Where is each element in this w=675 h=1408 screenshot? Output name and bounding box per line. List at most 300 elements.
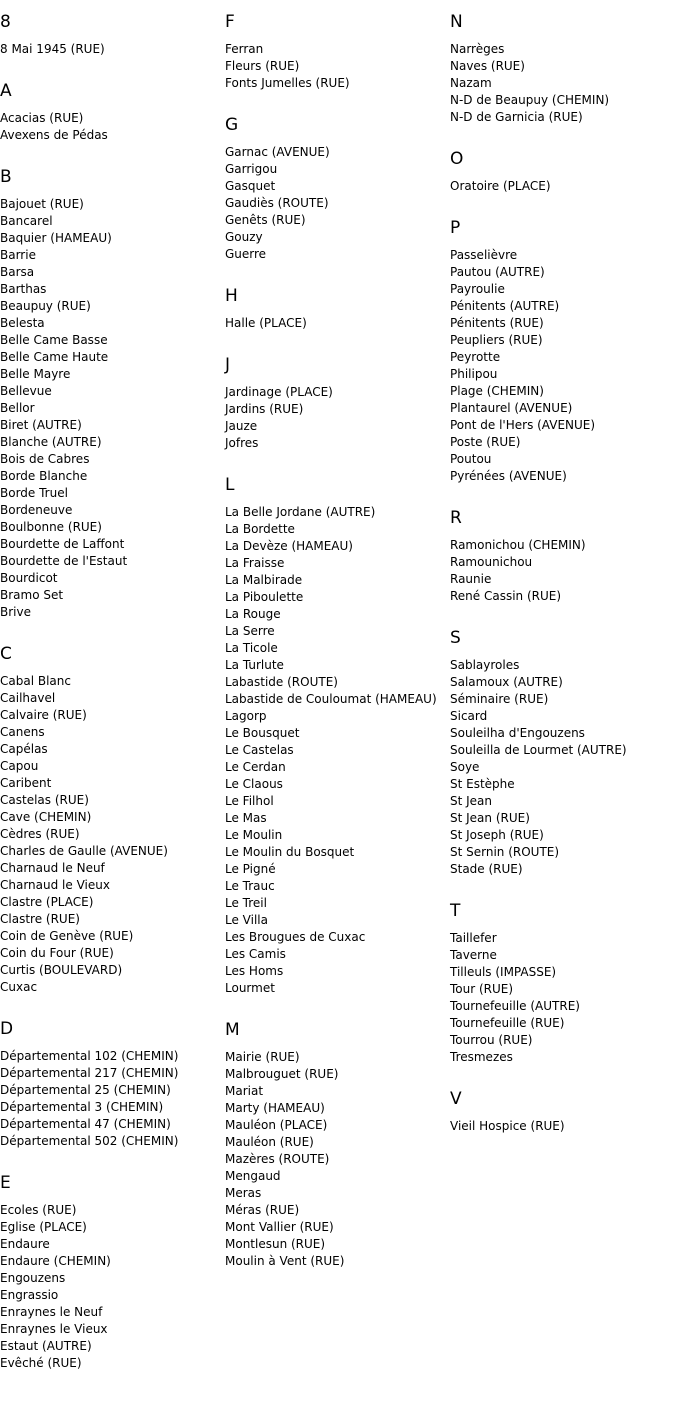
- street-link[interactable]: Le Treil: [225, 896, 267, 910]
- list-item: [0, 826, 222, 843]
- list-item: [0, 485, 222, 502]
- street-link[interactable]: Payroulie: [450, 282, 505, 296]
- street-link[interactable]: Clastre (PLACE): [0, 895, 94, 909]
- list-item: [0, 570, 222, 587]
- street-link[interactable]: Méras (RUE): [225, 1203, 300, 1217]
- list-item: [0, 962, 222, 979]
- street-link[interactable]: Meras: [225, 1186, 262, 1200]
- street-list: [450, 1118, 672, 1135]
- letter-section: [225, 474, 447, 997]
- list-item: [225, 606, 447, 623]
- street-link[interactable]: Tournefeuille (RUE): [450, 1016, 565, 1030]
- list-item: [450, 674, 672, 691]
- street-link[interactable]: Soye: [450, 760, 480, 774]
- street-list: [225, 41, 447, 92]
- list-item: [225, 246, 447, 263]
- street-link[interactable]: Le Claous: [225, 777, 283, 791]
- street-link[interactable]: Belesta: [0, 316, 45, 330]
- list-item: [0, 502, 222, 519]
- street-link[interactable]: Engouzens: [0, 1271, 66, 1285]
- letter-heading: H: [225, 286, 238, 306]
- street-link[interactable]: Capou: [0, 759, 39, 773]
- street-list: [450, 178, 672, 195]
- list-item: [0, 979, 222, 996]
- street-link[interactable]: Mont Vallier (RUE): [225, 1220, 334, 1234]
- list-item: [0, 247, 222, 264]
- letter-heading: 8: [0, 12, 11, 32]
- list-item: [450, 451, 672, 468]
- list-item: [225, 1100, 447, 1117]
- list-item: [450, 554, 672, 571]
- street-link[interactable]: Endaure: [0, 1237, 50, 1251]
- list-item: [450, 417, 672, 434]
- street-link[interactable]: Mauléon (RUE): [225, 1135, 314, 1149]
- street-link[interactable]: Gaudiès (ROUTE): [225, 196, 329, 210]
- list-item: [225, 58, 447, 75]
- street-link[interactable]: Tour (RUE): [450, 982, 514, 996]
- list-item: [225, 589, 447, 606]
- street-link[interactable]: Mauléon (PLACE): [225, 1118, 328, 1132]
- street-link[interactable]: Belle Mayre: [0, 367, 71, 381]
- street-link[interactable]: St Jean (RUE): [450, 811, 530, 825]
- street-link[interactable]: Brive: [0, 605, 31, 619]
- list-item: [225, 980, 447, 997]
- letter-heading: B: [0, 167, 12, 187]
- list-item: [0, 587, 222, 604]
- list-item: [0, 792, 222, 809]
- street-link[interactable]: Cabal Blanc: [0, 674, 71, 688]
- list-item: [450, 264, 672, 281]
- street-link[interactable]: Guerre: [225, 247, 267, 261]
- street-link[interactable]: Lagorp: [225, 709, 267, 723]
- street-link[interactable]: Belle Came Haute: [0, 350, 109, 364]
- letter-section: [450, 217, 672, 485]
- list-item: [225, 759, 447, 776]
- letter-section: [0, 1172, 222, 1372]
- street-list: [0, 196, 222, 621]
- street-link[interactable]: Bancarel: [0, 214, 53, 228]
- street-link[interactable]: Le Bousquet: [225, 726, 300, 740]
- list-item: [0, 366, 222, 383]
- list-item: [0, 536, 222, 553]
- street-link[interactable]: Les Camis: [225, 947, 286, 961]
- list-item: [450, 1118, 672, 1135]
- list-item: [450, 588, 672, 605]
- street-link[interactable]: Départemental 3 (CHEMIN): [0, 1100, 164, 1114]
- street-link[interactable]: Capélas: [0, 742, 48, 756]
- street-link[interactable]: Sablayroles: [450, 658, 520, 672]
- street-link[interactable]: Enraynes le Vieux: [0, 1322, 108, 1336]
- street-link[interactable]: Avexens de Pédas: [0, 128, 108, 142]
- letter-section: [225, 285, 447, 332]
- list-item: [450, 981, 672, 998]
- street-link[interactable]: Vieil Hospice (RUE): [450, 1119, 565, 1133]
- street-link[interactable]: Bourdette de Laffont: [0, 537, 125, 551]
- street-link[interactable]: La Fraisse: [225, 556, 285, 570]
- letter-heading: N: [450, 12, 463, 32]
- street-link[interactable]: Coin du Four (RUE): [0, 946, 114, 960]
- street-link[interactable]: Les Homs: [225, 964, 284, 978]
- list-item: [0, 264, 222, 281]
- street-link[interactable]: Coin de Genève (RUE): [0, 929, 134, 943]
- street-link[interactable]: Mengaud: [225, 1169, 281, 1183]
- street-link[interactable]: Enraynes le Neuf: [0, 1305, 103, 1319]
- list-item: [225, 1049, 447, 1066]
- street-list: [225, 384, 447, 452]
- street-link[interactable]: Engrassio: [0, 1288, 59, 1302]
- street-link[interactable]: Poutou: [450, 452, 492, 466]
- street-link[interactable]: Cave (CHEMIN): [0, 810, 92, 824]
- street-link[interactable]: Charles de Gaulle (AVENUE): [0, 844, 168, 858]
- street-link[interactable]: Boulbonne (RUE): [0, 520, 102, 534]
- list-item: [0, 1355, 222, 1372]
- street-link[interactable]: Jauze: [225, 419, 258, 433]
- street-link[interactable]: Borde Blanche: [0, 469, 88, 483]
- street-link[interactable]: Plantaurel (AVENUE): [450, 401, 573, 415]
- list-item: [0, 213, 222, 230]
- street-link[interactable]: Jardins (RUE): [225, 402, 304, 416]
- street-link[interactable]: St Sernin (ROUTE): [450, 845, 560, 859]
- street-link[interactable]: La Turlute: [225, 658, 284, 672]
- street-link[interactable]: Salamoux (AUTRE): [450, 675, 563, 689]
- street-link[interactable]: Bois de Cabres: [0, 452, 90, 466]
- list-item: [225, 212, 447, 229]
- street-link[interactable]: Castelas (RUE): [0, 793, 89, 807]
- street-link[interactable]: Moulin à Vent (RUE): [225, 1254, 345, 1268]
- street-link[interactable]: Bellevue: [0, 384, 52, 398]
- street-link[interactable]: Pont de l'Hers (AVENUE): [450, 418, 596, 432]
- street-link[interactable]: Biret (AUTRE): [0, 418, 82, 432]
- street-link[interactable]: Tourrou (RUE): [450, 1033, 533, 1047]
- street-link[interactable]: Naves (RUE): [450, 59, 525, 73]
- street-link[interactable]: Bordeneuve: [0, 503, 73, 517]
- list-item: [450, 41, 672, 58]
- street-link[interactable]: Mairie (RUE): [225, 1050, 300, 1064]
- street-link[interactable]: Charnaud le Neuf: [0, 861, 105, 875]
- street-link[interactable]: La Rouge: [225, 607, 281, 621]
- street-link[interactable]: Le Trauc: [225, 879, 275, 893]
- street-link[interactable]: Le Villa: [225, 913, 268, 927]
- street-link[interactable]: Beaupuy (RUE): [0, 299, 91, 313]
- street-link[interactable]: Ramonichou (CHEMIN): [450, 538, 586, 552]
- letter-section: [450, 627, 672, 878]
- list-item: [450, 657, 672, 674]
- street-link[interactable]: Garrigou: [225, 162, 278, 176]
- street-index-column: [0, 11, 222, 1394]
- list-item: [225, 725, 447, 742]
- street-link[interactable]: Blanche (AUTRE): [0, 435, 102, 449]
- street-link[interactable]: La Malbirade: [225, 573, 303, 587]
- street-link[interactable]: Tresmezes: [450, 1050, 513, 1064]
- list-item: [450, 827, 672, 844]
- street-link[interactable]: Borde Truel: [0, 486, 68, 500]
- list-item: [225, 555, 447, 572]
- letter-heading: V: [450, 1089, 462, 1109]
- list-item: [0, 400, 222, 417]
- street-list: [0, 673, 222, 996]
- street-link[interactable]: Barthas: [0, 282, 47, 296]
- letter-heading: J: [225, 355, 231, 375]
- list-item: [225, 1066, 447, 1083]
- list-item: [225, 384, 447, 401]
- street-link[interactable]: Départemental 102 (CHEMIN): [0, 1049, 179, 1063]
- list-item: [0, 196, 222, 213]
- street-link[interactable]: Evêché (RUE): [0, 1356, 82, 1370]
- street-link[interactable]: Pénitents (AUTRE): [450, 299, 560, 313]
- street-link[interactable]: Passelièvre: [450, 248, 518, 262]
- list-item: [225, 572, 447, 589]
- street-link[interactable]: Fleurs (RUE): [225, 59, 300, 73]
- street-list: [225, 504, 447, 997]
- street-link[interactable]: Jardinage (PLACE): [225, 385, 333, 399]
- street-link[interactable]: Cèdres (RUE): [0, 827, 80, 841]
- street-link[interactable]: Sicard: [450, 709, 488, 723]
- list-item: [0, 707, 222, 724]
- street-link[interactable]: Narrèges: [450, 42, 505, 56]
- street-link[interactable]: Gouzy: [225, 230, 263, 244]
- list-item: [450, 1032, 672, 1049]
- list-item: [225, 1236, 447, 1253]
- list-item: [0, 298, 222, 315]
- list-item: [450, 1049, 672, 1066]
- street-link[interactable]: Curtis (BOULEVARD): [0, 963, 123, 977]
- street-link[interactable]: Taillefer: [450, 931, 497, 945]
- street-link[interactable]: Départemental 47 (CHEMIN): [0, 1117, 171, 1131]
- list-item: [225, 1185, 447, 1202]
- street-link[interactable]: Oratoire (PLACE): [450, 179, 551, 193]
- list-item: [450, 708, 672, 725]
- list-item: [450, 742, 672, 759]
- street-link[interactable]: Caribent: [0, 776, 52, 790]
- street-link[interactable]: Pénitents (RUE): [450, 316, 544, 330]
- list-item: [0, 434, 222, 451]
- street-link[interactable]: St Joseph (RUE): [450, 828, 544, 842]
- letter-section: [0, 80, 222, 144]
- street-link[interactable]: Le Pigné: [225, 862, 276, 876]
- street-link[interactable]: Peupliers (RUE): [450, 333, 543, 347]
- street-link[interactable]: Tilleuls (IMPASSE): [450, 965, 557, 979]
- street-link[interactable]: Garnac (AVENUE): [225, 145, 330, 159]
- street-link[interactable]: Souleilha d'Engouzens: [450, 726, 585, 740]
- street-link[interactable]: 8 Mai 1945 (RUE): [0, 42, 105, 56]
- list-item: [225, 742, 447, 759]
- list-item: [450, 332, 672, 349]
- street-link[interactable]: Le Cerdan: [225, 760, 286, 774]
- street-link[interactable]: Bajouet (RUE): [0, 197, 84, 211]
- street-link[interactable]: Le Mas: [225, 811, 267, 825]
- list-item: [0, 758, 222, 775]
- list-item: [225, 1168, 447, 1185]
- list-item: [0, 468, 222, 485]
- list-item: [225, 1253, 447, 1270]
- list-item: [450, 315, 672, 332]
- letter-section: [450, 507, 672, 605]
- letter-heading: R: [450, 508, 462, 528]
- street-link[interactable]: Cailhavel: [0, 691, 56, 705]
- list-item: [225, 144, 447, 161]
- street-link[interactable]: Malbrouguet (RUE): [225, 1067, 339, 1081]
- list-item: [0, 673, 222, 690]
- letter-section: [0, 643, 222, 996]
- street-link[interactable]: N-D de Beaupuy (CHEMIN): [450, 93, 610, 107]
- street-index-column: [450, 11, 672, 1157]
- street-link[interactable]: Plage (CHEMIN): [450, 384, 544, 398]
- street-link[interactable]: Poste (RUE): [450, 435, 521, 449]
- list-item: [225, 418, 447, 435]
- street-link[interactable]: Lourmet: [225, 981, 275, 995]
- list-item: [450, 964, 672, 981]
- street-link[interactable]: Ecoles (RUE): [0, 1203, 77, 1217]
- street-link[interactable]: La Belle Jordane (AUTRE): [225, 505, 376, 519]
- street-link[interactable]: La Devèze (HAMEAU): [225, 539, 353, 553]
- street-link[interactable]: Estaut (AUTRE): [0, 1339, 92, 1353]
- list-item: [0, 553, 222, 570]
- list-item: [450, 861, 672, 878]
- list-item: [225, 178, 447, 195]
- street-link[interactable]: Le Moulin: [225, 828, 283, 842]
- street-list: [225, 315, 447, 332]
- street-link[interactable]: Tournefeuille (AUTRE): [450, 999, 580, 1013]
- list-item: [450, 537, 672, 554]
- list-item: [0, 281, 222, 298]
- street-link[interactable]: Barrie: [0, 248, 36, 262]
- street-link[interactable]: Les Brougues de Cuxac: [225, 930, 366, 944]
- list-item: [0, 1065, 222, 1082]
- list-item: [0, 1082, 222, 1099]
- street-link[interactable]: Fonts Jumelles (RUE): [225, 76, 350, 90]
- list-item: [225, 75, 447, 92]
- list-item: [225, 708, 447, 725]
- street-link[interactable]: Barsa: [0, 265, 35, 279]
- street-link[interactable]: La Bordette: [225, 522, 295, 536]
- letter-section: [450, 900, 672, 1066]
- street-list: [450, 247, 672, 485]
- list-item: [0, 860, 222, 877]
- street-link[interactable]: Stade (RUE): [450, 862, 523, 876]
- letter-heading: E: [0, 1173, 11, 1193]
- list-item: [0, 945, 222, 962]
- list-item: [0, 1048, 222, 1065]
- street-link[interactable]: Philipou: [450, 367, 498, 381]
- letter-heading: C: [0, 644, 12, 664]
- street-link[interactable]: Pautou (AUTRE): [450, 265, 545, 279]
- list-item: [450, 383, 672, 400]
- street-list: [450, 537, 672, 605]
- street-link[interactable]: Jofres: [225, 436, 259, 450]
- street-link[interactable]: Le Filhol: [225, 794, 274, 808]
- street-link[interactable]: Belle Came Basse: [0, 333, 108, 347]
- street-link[interactable]: St Jean: [450, 794, 493, 808]
- street-link[interactable]: Mariat: [225, 1084, 264, 1098]
- street-link[interactable]: Endaure (CHEMIN): [0, 1254, 111, 1268]
- street-link[interactable]: Charnaud le Vieux: [0, 878, 110, 892]
- list-item: [225, 776, 447, 793]
- list-item: [225, 504, 447, 521]
- street-link[interactable]: Pyrénées (AVENUE): [450, 469, 567, 483]
- street-link[interactable]: Peyrotte: [450, 350, 501, 364]
- street-link[interactable]: Bourdette de l'Estaut: [0, 554, 128, 568]
- list-item: [225, 401, 447, 418]
- street-link[interactable]: Clastre (RUE): [0, 912, 80, 926]
- letter-section: [450, 1088, 672, 1135]
- letter-section: [450, 148, 672, 195]
- list-item: [225, 810, 447, 827]
- list-item: [450, 810, 672, 827]
- list-item: [450, 930, 672, 947]
- street-link[interactable]: La Serre: [225, 624, 275, 638]
- list-item: [450, 691, 672, 708]
- list-item: [225, 1219, 447, 1236]
- street-link[interactable]: La Piboulette: [225, 590, 304, 604]
- street-link[interactable]: Taverne: [450, 948, 497, 962]
- list-item: [225, 195, 447, 212]
- street-link[interactable]: St Estèphe: [450, 777, 515, 791]
- street-link[interactable]: Cuxac: [0, 980, 38, 994]
- street-link[interactable]: Calvaire (RUE): [0, 708, 87, 722]
- list-item: [225, 674, 447, 691]
- street-link[interactable]: Le Castelas: [225, 743, 294, 757]
- street-link[interactable]: Halle (PLACE): [225, 316, 307, 330]
- street-link[interactable]: Bellor: [0, 401, 35, 415]
- street-link[interactable]: Eglise (PLACE): [0, 1220, 87, 1234]
- letter-heading: G: [225, 115, 239, 135]
- list-item: [0, 1287, 222, 1304]
- street-link[interactable]: Canens: [0, 725, 45, 739]
- street-link[interactable]: Labastide de Couloumat (HAMEAU): [225, 692, 437, 706]
- street-link[interactable]: Le Moulin du Bosquet: [225, 845, 355, 859]
- street-link[interactable]: Ferran: [225, 42, 264, 56]
- list-item: [225, 521, 447, 538]
- street-link[interactable]: Départemental 25 (CHEMIN): [0, 1083, 171, 1097]
- street-link[interactable]: Baquier (HAMEAU): [0, 231, 112, 245]
- street-link[interactable]: Montlesun (RUE): [225, 1237, 326, 1251]
- street-link[interactable]: Bramo Set: [0, 588, 64, 602]
- list-item: [450, 947, 672, 964]
- street-link[interactable]: Acacias (RUE): [0, 111, 84, 125]
- letter-heading: A: [0, 81, 12, 101]
- street-link[interactable]: René Cassin (RUE): [450, 589, 562, 603]
- list-item: [0, 928, 222, 945]
- street-link[interactable]: La Ticole: [225, 641, 278, 655]
- street-link[interactable]: Séminaire (RUE): [450, 692, 549, 706]
- street-link[interactable]: Départemental 502 (CHEMIN): [0, 1134, 179, 1148]
- list-item: [450, 434, 672, 451]
- street-link[interactable]: Raunie: [450, 572, 492, 586]
- list-item: [225, 793, 447, 810]
- street-link[interactable]: Nazam: [450, 76, 492, 90]
- list-item: [450, 776, 672, 793]
- list-item: [225, 929, 447, 946]
- street-link[interactable]: Départemental 217 (CHEMIN): [0, 1066, 179, 1080]
- street-list: [0, 1048, 222, 1150]
- list-item: [0, 1202, 222, 1219]
- street-link[interactable]: N-D de Garnicia (RUE): [450, 110, 583, 124]
- street-link[interactable]: Mazères (ROUTE): [225, 1152, 330, 1166]
- street-link[interactable]: Genêts (RUE): [225, 213, 306, 227]
- list-item: [225, 229, 447, 246]
- street-link[interactable]: Bourdicot: [0, 571, 58, 585]
- list-item: [450, 998, 672, 1015]
- list-item: [450, 793, 672, 810]
- street-link[interactable]: Ramounichou: [450, 555, 533, 569]
- street-link[interactable]: Souleilla de Lourmet (AUTRE): [450, 743, 627, 757]
- list-item: [450, 1015, 672, 1032]
- street-link[interactable]: Marty (HAMEAU): [225, 1101, 325, 1115]
- street-link[interactable]: Labastide (ROUTE): [225, 675, 338, 689]
- list-item: [0, 230, 222, 247]
- street-link[interactable]: Gasquet: [225, 179, 276, 193]
- list-item: [450, 759, 672, 776]
